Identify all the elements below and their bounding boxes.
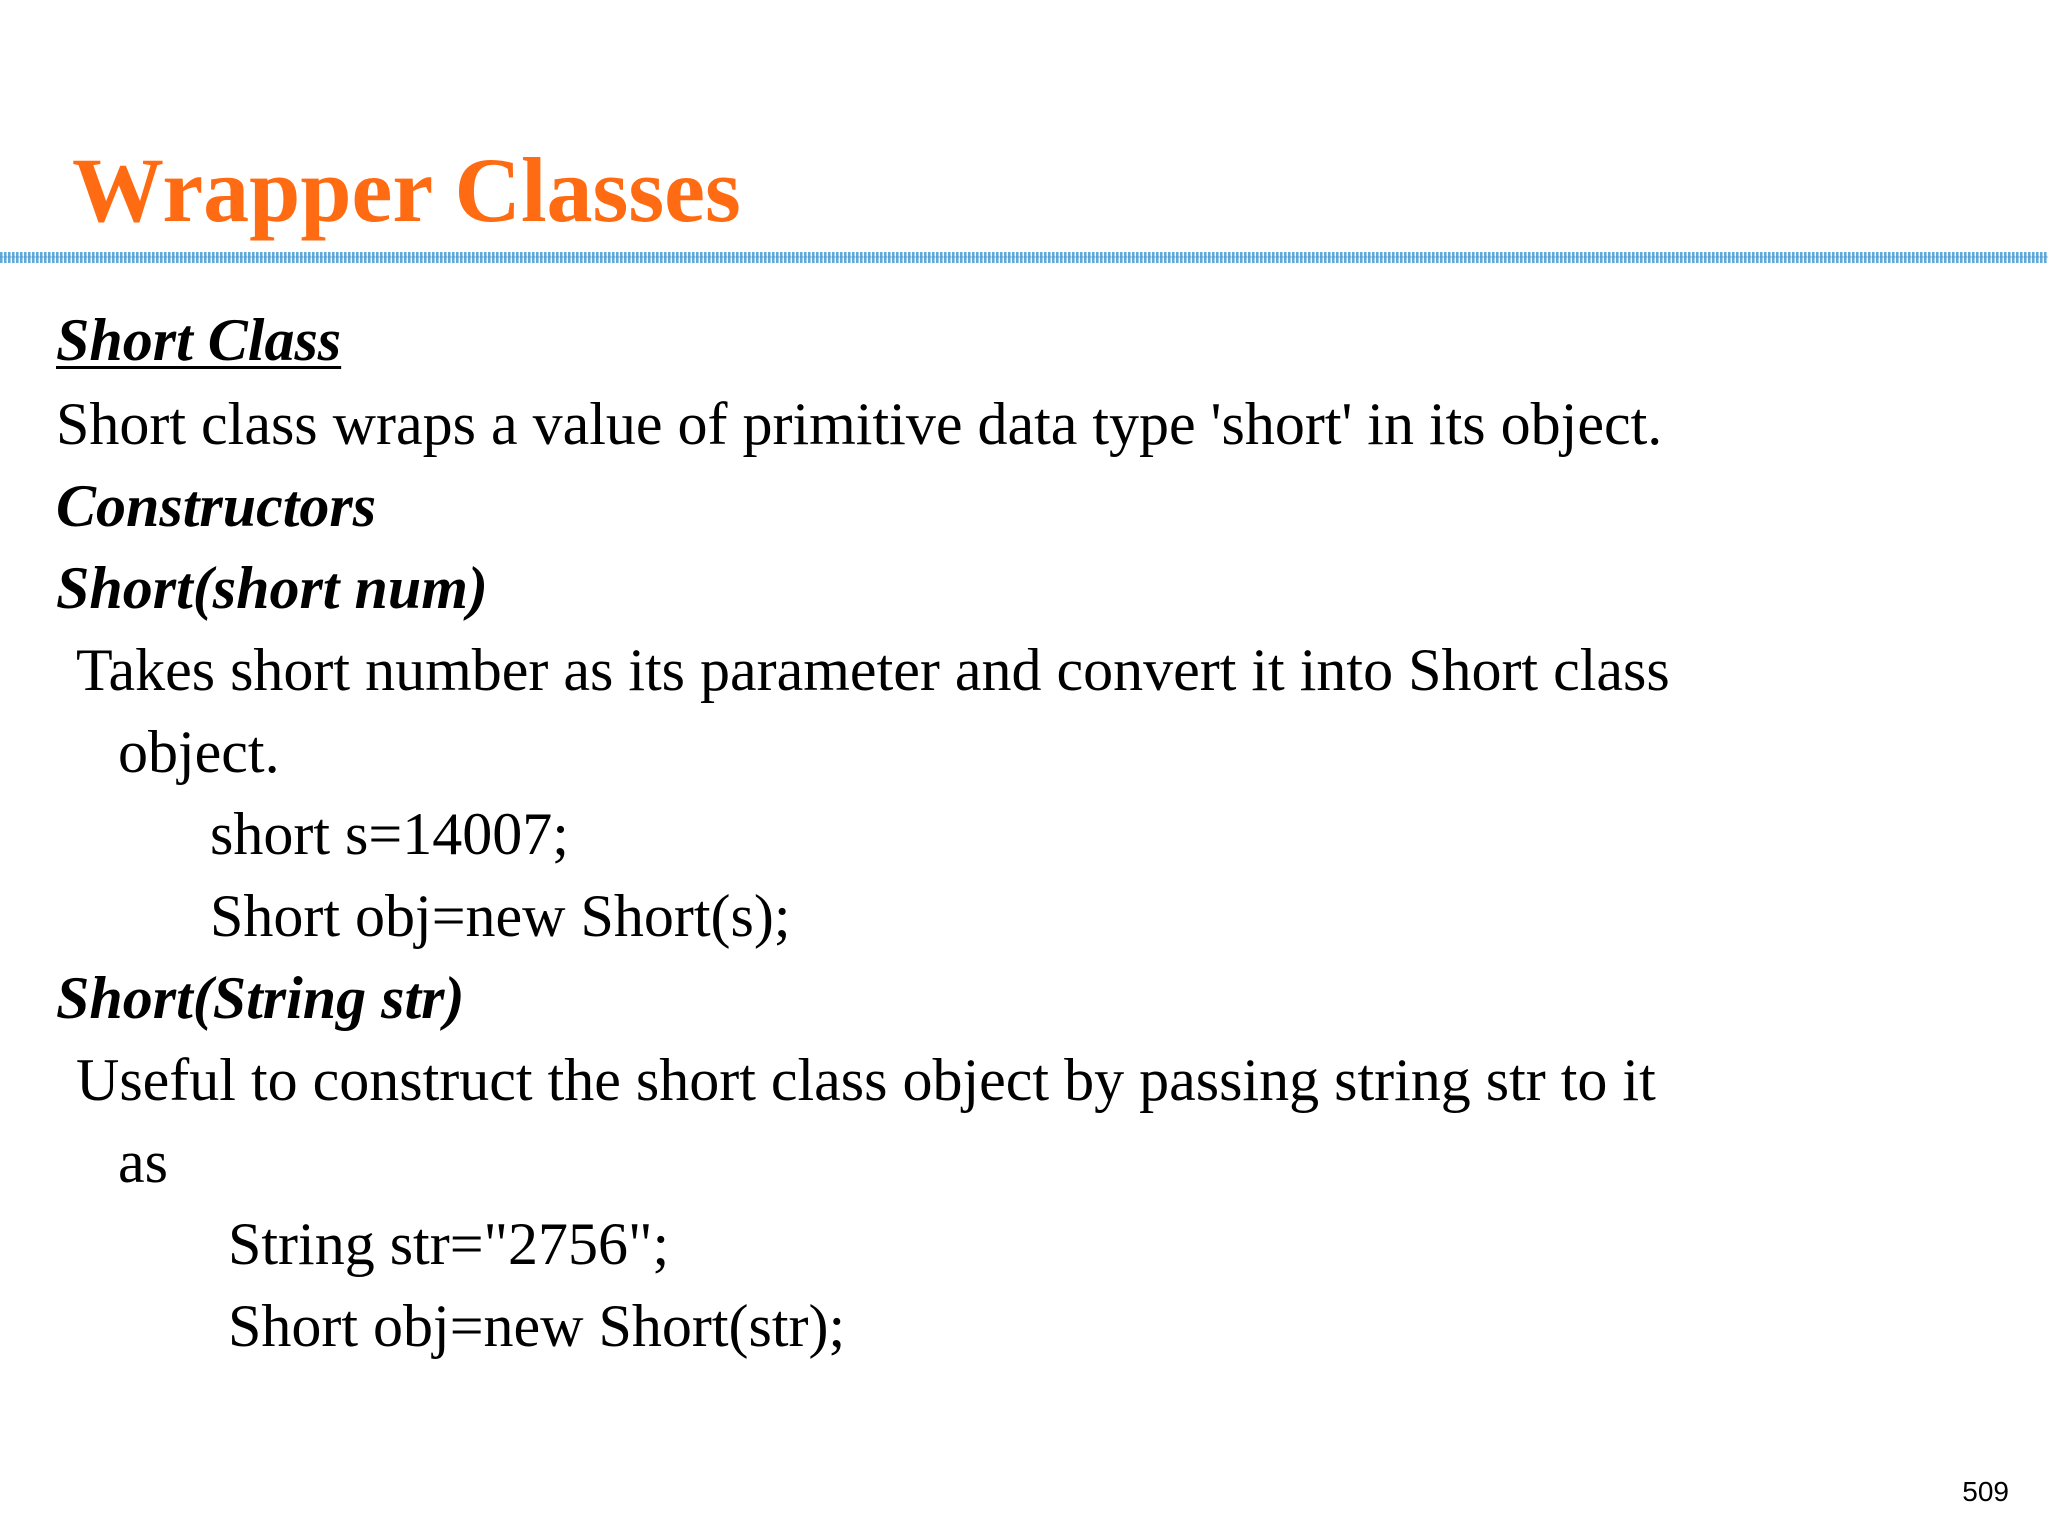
constructor-description-string-line2: as xyxy=(118,1129,168,1195)
constructor-signature-short: Short(short num) xyxy=(56,555,488,621)
slide-title: Wrapper Classes xyxy=(72,139,741,241)
class-description: Short class wraps a value of primitive data type 'short' in its object. xyxy=(56,391,1663,457)
constructor-description-short-line2: object. xyxy=(118,719,280,785)
section-heading: Short Class xyxy=(56,307,342,373)
constructors-heading: Constructors xyxy=(56,473,377,539)
code-line-string-object: Short obj=new Short(str); xyxy=(228,1293,846,1359)
title-divider xyxy=(0,252,2048,263)
code-line-short-declaration: short s=14007; xyxy=(210,801,569,867)
code-line-short-object: Short obj=new Short(s); xyxy=(210,883,791,949)
code-line-string-declaration: String str="2756"; xyxy=(228,1211,670,1277)
constructor-signature-string: Short(String str) xyxy=(56,965,465,1031)
constructor-description-short-line1: Takes short number as its parameter and convert it into Short class xyxy=(76,637,1670,703)
page-number: 509 xyxy=(1962,1476,2009,1507)
constructor-description-string-line1: Useful to construct the short class object by passing string str to it xyxy=(76,1047,1656,1113)
